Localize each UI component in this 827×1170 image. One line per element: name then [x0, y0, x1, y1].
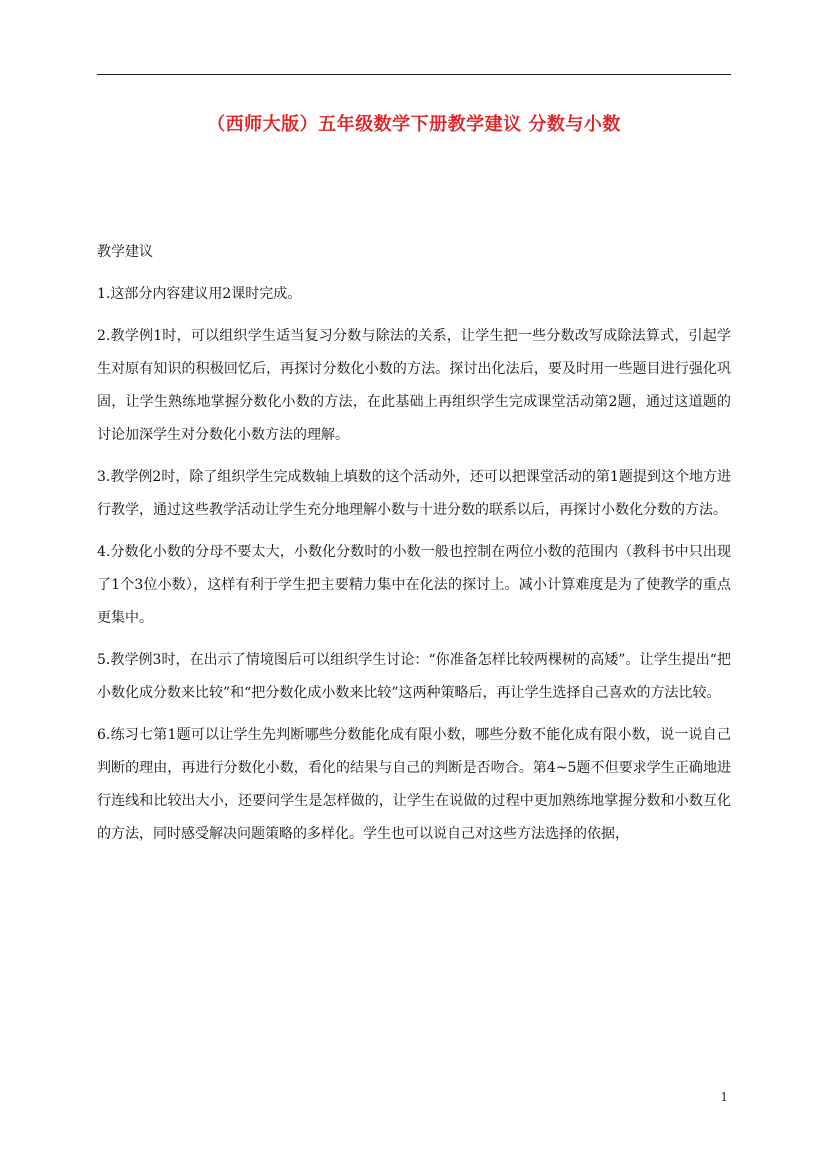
paragraph-4: 4.分数化小数的分母不要太大，小数化分数时的小数一般也控制在两位小数的范围内（教科书中只出现了1个3位小数），这样有利于学生把主要精力集中在化法的探讨上。减小计算难度是为了使教学的重点更集中。: [97, 544, 731, 626]
paragraph-6: 6.练习七第1题可以让学生先判断哪些分数能化成有限小数，哪些分数不能化成有限小数，说一说自己判断的理由，再进行分数化小数，看化的结果与自己的判断是否吻合。第4~5题不但要求学生正确地进行连线和比较出大小，还要问学生是怎样做的，让学生在说做的过程中更加熟练地掌握分数和小数互化的方法，同时感受解决问题策略的多样化。学生也可以说自己对这些方法选择的依据，: [97, 727, 731, 842]
document-title: （西师大版）五年级数学下册教学建议 分数与小数: [207, 114, 621, 135]
header-rule: [97, 74, 731, 75]
paragraph-1: 1.这部分内容建议用2课时完成。: [97, 286, 302, 302]
paragraph-5: 5.教学例3时，在出示了情境图后可以组织学生讨论：“你准备怎样比较两棵树的高矮”。让学生提出“把小数化成分数来比较”和“把分数化成小数来比较”这两种策略后，再让学生选择自己喜欢的方法比较。: [97, 652, 731, 701]
section-heading: 教学建议: [97, 244, 153, 260]
paragraph-3: 3.教学例2时，除了组织学生完成数轴上填数的这个活动外，还可以把课堂活动的第1题提到这个地方进行教学，通过这些教学活动让学生充分地理解小数与十进分数的联系以后，再探讨小数化分数的方法。: [97, 469, 731, 518]
page-number: 1: [720, 1090, 728, 1104]
paragraph-2: 2.教学例1时，可以组织学生适当复习分数与除法的关系，让学生把一些分数改写成除法算式，引起学生对原有知识的积极回忆后，再探讨分数化小数的方法。探讨出化法后，要及时用一些题目进行强化巩固，让学生熟练地掌握分数化小数的方法，在此基础上再组织学生完成课堂活动第2题，通过这道题的讨论加深学生对分数化小数方法的理解。: [97, 328, 731, 443]
document-body: [97, 236, 731, 860]
